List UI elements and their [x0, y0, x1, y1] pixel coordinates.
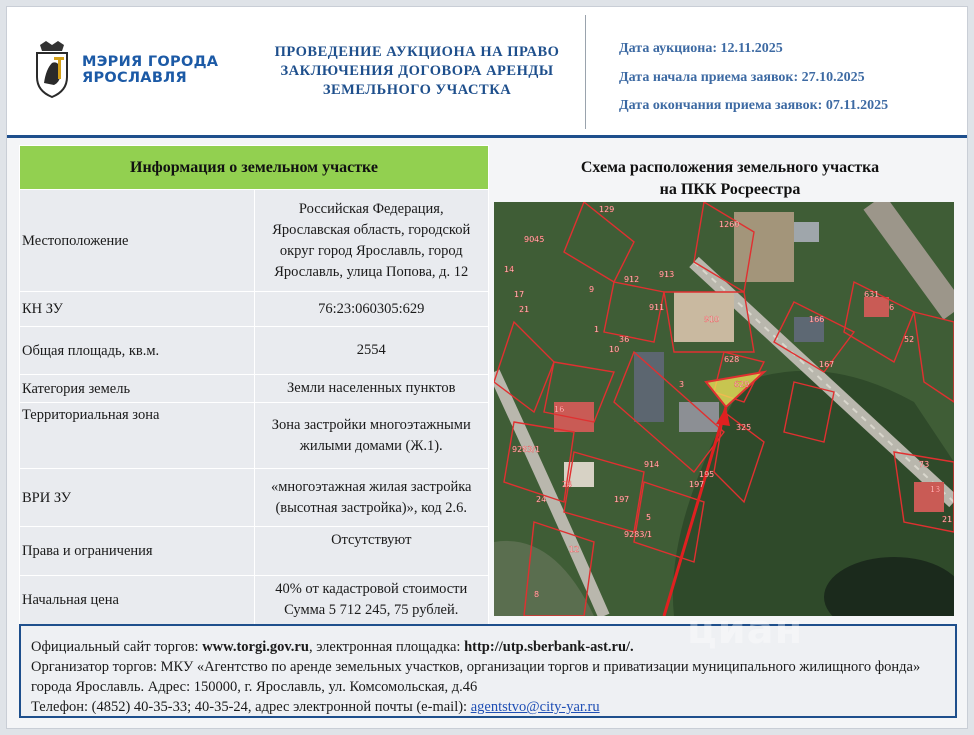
row-label: Общая площадь, кв.м. — [20, 327, 255, 375]
table-row — [20, 469, 489, 527]
torgi-site-link[interactable]: www.torgi.gov.ru — [202, 639, 309, 655]
organizer-text: Организатор торгов: МКУ «Агентство по аренде земельных участков, организации торгов и приватизации муниципального жилищного фонда» города Ярославль. Адрес: 150000, г. Ярославль, ул. Комсомольская, д.46 — [31, 659, 921, 695]
parcel-label: 1260 — [719, 220, 740, 229]
parcel-label: 1 — [594, 325, 600, 334]
parcel-label: 910 — [704, 315, 720, 324]
land-info-table — [19, 145, 489, 625]
row-label: Категория земель — [20, 375, 255, 403]
parcel-label: 913 — [659, 270, 675, 279]
parcel-label: 166 — [809, 315, 825, 324]
price-percent: 40% от кадастровой стоимости — [275, 581, 468, 597]
parcel-label: 9 — [589, 285, 595, 294]
parcel-label: 631 — [864, 290, 880, 299]
parcel-label: 9283/1 — [512, 445, 541, 454]
parcel-label: 5 — [646, 513, 652, 522]
parcel-label: 197 — [689, 480, 705, 489]
logo-line2: ЯРОСЛАВЛЯ — [82, 70, 187, 86]
parcel-label: 21 — [519, 305, 530, 314]
table-heading: Информация о земельном участке — [20, 146, 489, 190]
platform-link[interactable]: http://utp.sberbank-ast.ru/. — [464, 639, 634, 655]
parcel-label: 13 — [930, 485, 941, 494]
parcel-label: 6 — [889, 303, 895, 312]
mayor-logo — [32, 39, 232, 99]
phone-text: Телефон: (4852) 40-35-33; 40-35-24, адрес электронной почты (e-mail): — [31, 699, 471, 715]
cian-watermark: циан — [687, 607, 804, 653]
row-label: Местоположение — [20, 190, 255, 292]
cadastral-map — [494, 202, 954, 616]
rights-value: Отсутствуют — [254, 527, 489, 576]
table-row — [20, 403, 489, 469]
row-label: КН ЗУ — [20, 292, 255, 327]
logo-line1: МЭРИЯ ГОРОДА — [82, 54, 219, 70]
page-frame — [6, 6, 968, 729]
parcel-label: 8 — [534, 590, 540, 599]
site-prefix: Официальный сайт торгов: — [31, 639, 203, 655]
table-row — [20, 375, 489, 403]
table-row — [20, 327, 489, 375]
parcel-label: 629 — [734, 380, 750, 389]
header-underline — [7, 135, 967, 138]
coat-of-arms-icon — [32, 39, 72, 99]
map-image — [494, 202, 954, 616]
land-category-value: Земли населенных пунктов — [254, 375, 489, 403]
parcel-label: 197 — [614, 495, 630, 504]
map-title — [495, 157, 965, 201]
cadastral-number-value: 76:23:060305:629 — [254, 292, 489, 327]
starting-price-value — [254, 576, 489, 625]
table-row — [20, 190, 489, 292]
title-line2: ЗАКЛЮЧЕНИЯ ДОГОВОРА АРЕНДЫ — [280, 63, 554, 79]
logo-text — [82, 54, 218, 86]
parcel-label: 167 — [819, 360, 835, 369]
auction-dates — [619, 39, 888, 125]
parcel-label: 16 — [554, 405, 565, 414]
location-value: Российская Федерация, Ярославская область, городской округ город Ярославль, город Ярославль, улица Попова, д. 12 — [254, 190, 489, 292]
row-label: Территориальная зона — [20, 403, 255, 469]
footer-line3 — [31, 697, 945, 717]
parcel-label: 914 — [644, 460, 660, 469]
title-line3: ЗЕМЕЛЬНОГО УЧАСТКА — [322, 82, 512, 98]
email-link[interactable]: agentstvo@city-yar.ru — [470, 699, 600, 715]
parcel-label: 195 — [699, 470, 715, 479]
price-sum: Сумма 5 712 245, 75 рублей. — [284, 602, 459, 618]
table-row — [20, 527, 489, 576]
table-row — [20, 292, 489, 327]
permitted-use-value: «многоэтажная жилая застройка (высотная застройка)», код 2.6. — [254, 469, 489, 527]
zone-value: Зона застройки многоэтажными жилыми домами (Ж.1). — [254, 403, 489, 469]
parcel-label: 9283/1 — [624, 530, 653, 539]
row-label: Начальная цена — [20, 576, 255, 625]
parcel-label: 628 — [724, 355, 740, 364]
parcel-label: 911 — [649, 303, 665, 312]
platform-prefix: , электронная площадка: — [308, 639, 465, 655]
map-title-line2: на ПКК Росреестра — [659, 181, 801, 198]
parcel-label: 36 — [619, 335, 630, 344]
area-value: 2554 — [254, 327, 489, 375]
parcel-label: 912 — [624, 275, 640, 284]
applications-end-date: Дата окончания приема заявок: 07.11.2025 — [619, 98, 889, 113]
auction-date: Дата аукциона: 12.11.2025 — [619, 41, 783, 56]
parcel-label: 325 — [736, 423, 752, 432]
parcel-label: 12 — [569, 545, 580, 554]
map-title-line1: Схема расположения земельного участка — [580, 159, 880, 176]
parcel-label: 52 — [904, 335, 915, 344]
parcel-label: 9045 — [524, 235, 545, 244]
parcel-label: 10 — [609, 345, 620, 354]
title-line1: ПРОВЕДЕНИЕ АУКЦИОНА НА ПРАВО — [274, 44, 560, 60]
contact-footer — [19, 624, 957, 718]
parcel-label: 14 — [504, 265, 515, 274]
header-divider — [585, 15, 586, 129]
parcel-label: 129 — [599, 205, 615, 214]
row-label: ВРИ ЗУ — [20, 469, 255, 527]
parcel-label: 21 — [942, 515, 953, 524]
parcel-label: 24 — [536, 495, 547, 504]
header — [7, 7, 967, 135]
auction-title — [247, 43, 587, 100]
footer-line1 — [31, 637, 945, 657]
row-label: Права и ограничения — [20, 527, 255, 576]
parcel-label: 73 — [919, 460, 930, 469]
applications-start-date: Дата начала приема заявок: 27.10.2025 — [619, 69, 865, 85]
parcel-label: 17 — [514, 290, 525, 299]
table-row — [20, 576, 489, 625]
parcel-label: 3 — [679, 380, 685, 389]
parcel-label: 24 — [562, 480, 573, 489]
